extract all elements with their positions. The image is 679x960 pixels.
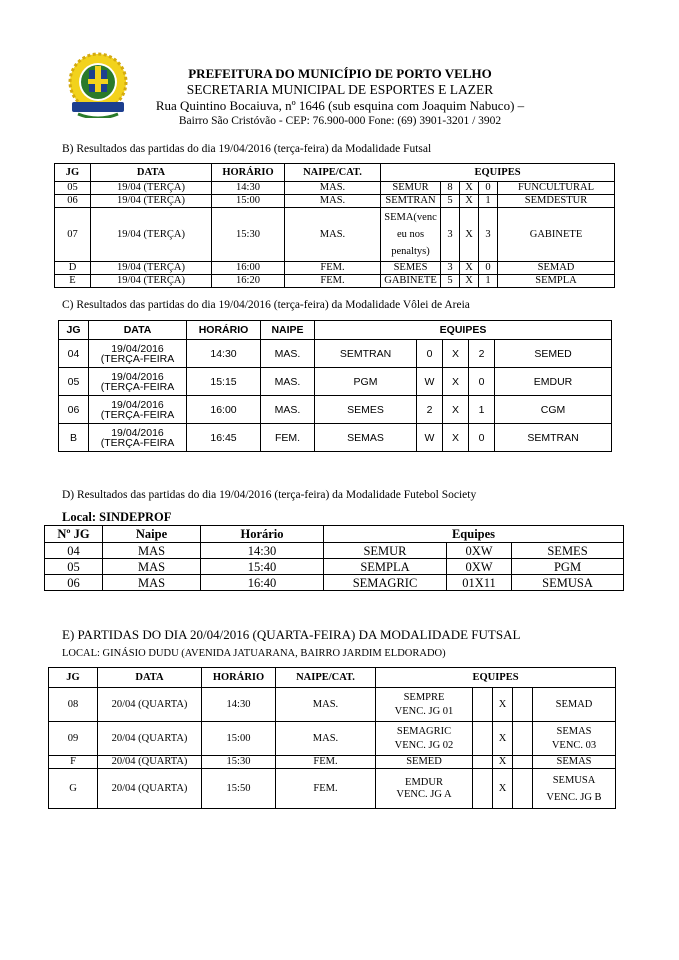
- cell-naipe: FEM.: [285, 275, 381, 288]
- cell-jg: D: [55, 262, 91, 275]
- cell-naipe: MAS: [103, 559, 201, 575]
- table-row: [59, 424, 612, 452]
- cell-versus: X: [443, 340, 469, 368]
- cell-team-away: GABINETE: [498, 208, 615, 262]
- col-header-horario: HORÁRIO: [202, 668, 276, 688]
- cell-naipe: MAS.: [285, 182, 381, 195]
- cell-data: 20/04 (QUARTA): [98, 756, 202, 769]
- cell-data: 20/04 (QUARTA): [98, 688, 202, 722]
- cell-data: 19/04 (TERÇA): [91, 182, 212, 195]
- section-c-title: C) Resultados das partidas do dia 19/04/2016 (terça-feira) da Modalidade Vôlei de Areia: [62, 299, 470, 311]
- cell-score-home: [473, 688, 493, 722]
- cell-team-home: SEMPLA: [324, 559, 447, 575]
- cell-versus: X: [443, 396, 469, 424]
- cell-naipe: MAS.: [285, 208, 381, 262]
- cell-horario: 14:30: [201, 543, 324, 559]
- cell-team-home: SEMTRAN: [315, 340, 417, 368]
- table-row: [45, 559, 624, 575]
- col-header-data: DATA: [89, 321, 187, 340]
- cell-data: 20/04 (QUARTA): [98, 769, 202, 809]
- table-row: [55, 275, 615, 288]
- cell-naipe: MAS.: [276, 722, 376, 756]
- cell-jg: 09: [49, 722, 98, 756]
- cell-versus: X: [460, 182, 479, 195]
- col-header-naipe: Naipe: [103, 526, 201, 543]
- cell-team-home: SEMED: [376, 756, 473, 769]
- cell-horario: 15:30: [202, 756, 276, 769]
- cell-score-away: 1: [479, 275, 498, 288]
- cell-score-away: [513, 756, 533, 769]
- cell-naipe: FEM.: [285, 262, 381, 275]
- cell-versus: X: [460, 195, 479, 208]
- cell-team-home: [381, 208, 441, 262]
- table-row: [49, 688, 616, 722]
- cell-team-away: SEMED: [495, 340, 612, 368]
- cell-versus: X: [493, 722, 513, 756]
- cell-team-away: SEMDESTUR: [498, 195, 615, 208]
- cell-naipe: MAS: [103, 543, 201, 559]
- team-line: SEMAGRIC: [396, 725, 452, 737]
- cell-naipe: FEM.: [276, 769, 376, 809]
- cell-data: 19/04 (TERÇA): [91, 262, 212, 275]
- date-line: 19/04/2016: [111, 398, 164, 411]
- section-d-title: D) Resultados das partidas do dia 19/04/2016 (terça-feira) da Modalidade Futebol Society: [62, 489, 477, 501]
- cell-naipe: FEM.: [276, 756, 376, 769]
- cell-team-away: PGM: [512, 559, 624, 575]
- cell-jg: 04: [59, 340, 89, 368]
- col-header-data: DATA: [98, 668, 202, 688]
- col-header-equipes: EQUIPES: [315, 321, 612, 340]
- cell-horario: 15:00: [212, 195, 285, 208]
- cell-team-away: SEMAD: [533, 688, 616, 722]
- cell-team-away: SEMUSA: [512, 575, 624, 591]
- cell-score-away: [513, 769, 533, 809]
- logo-banner: [72, 102, 124, 112]
- cell-score-away: 3: [479, 208, 498, 262]
- table-row: [45, 575, 624, 591]
- section-d-local: Local: SINDEPROF: [62, 510, 172, 524]
- col-header-naipe: NAIPE/CAT.: [276, 668, 376, 688]
- team-line: VENC. JG 02: [394, 739, 454, 751]
- table-header-row: [45, 526, 624, 543]
- weekday-line: (TERÇA-FEIRA: [100, 436, 175, 449]
- col-header-jg: JG: [49, 668, 98, 688]
- header-contact: Bairro São Cristóvão - CEP: 76.900-000 Fone: (69) 3901-3201 / 3902: [178, 115, 502, 127]
- cell-naipe: MAS.: [285, 195, 381, 208]
- cell-horario: 16:00: [212, 262, 285, 275]
- date-line: 19/04/2016: [111, 426, 164, 439]
- cell-team-away: SEMTRAN: [495, 424, 612, 452]
- cell-data: [89, 396, 187, 424]
- municipality-logo: [64, 52, 132, 118]
- cell-team-away: SEMAD: [498, 262, 615, 275]
- table-row: [55, 262, 615, 275]
- cell-naipe: MAS.: [261, 396, 315, 424]
- cell-team-home: SEMTRAN: [381, 195, 441, 208]
- col-header-horario: Horário: [201, 526, 324, 543]
- cell-team-home: PGM: [315, 368, 417, 396]
- cell-jg: 08: [49, 688, 98, 722]
- team-line: penaltys): [391, 246, 430, 257]
- cell-score-home: 3: [441, 262, 460, 275]
- cell-score: 0XW: [447, 559, 512, 575]
- team-line: EMDUR: [405, 776, 443, 788]
- cell-horario: 15:40: [201, 559, 324, 575]
- cell-team-home: [376, 769, 473, 809]
- table-row: [45, 543, 624, 559]
- team-line: VENC. 03: [551, 739, 597, 751]
- cell-horario: 14:30: [212, 182, 285, 195]
- cell-jg: 05: [59, 368, 89, 396]
- team-line: VENC. JG A: [396, 788, 452, 800]
- col-header-naipe: NAIPE/CAT.: [285, 164, 381, 182]
- table-header-row: [49, 668, 616, 688]
- cell-versus: X: [460, 208, 479, 262]
- cell-team-home: SEMES: [381, 262, 441, 275]
- team-line: SEMUSA: [552, 774, 596, 786]
- col-header-jg: Nº JG: [45, 526, 103, 543]
- futsal-results-table: [54, 163, 615, 288]
- cell-jg: E: [55, 275, 91, 288]
- table-row: [49, 769, 616, 809]
- cell-score-away: [513, 722, 533, 756]
- cell-team-away: EMDUR: [495, 368, 612, 396]
- cell-data: [89, 340, 187, 368]
- cell-team-home: SEMUR: [381, 182, 441, 195]
- cell-versus: X: [493, 769, 513, 809]
- cell-team-home: SEMUR: [324, 543, 447, 559]
- cell-score-home: 5: [441, 195, 460, 208]
- cell-score-away: 0: [469, 424, 495, 452]
- col-header-naipe: NAIPE: [261, 321, 315, 340]
- volleyball-results-table: [58, 320, 612, 452]
- cell-versus: X: [493, 756, 513, 769]
- cell-jg: F: [49, 756, 98, 769]
- cell-horario: 16:40: [201, 575, 324, 591]
- cell-data: 20/04 (QUARTA): [98, 722, 202, 756]
- cell-jg: 06: [45, 575, 103, 591]
- cell-score-home: 8: [441, 182, 460, 195]
- table-row: [59, 340, 612, 368]
- team-line: VENC. JG 01: [394, 705, 454, 717]
- cell-team-home: SEMAGRIC: [324, 575, 447, 591]
- weekday-line: (TERÇA-FEIRA: [100, 380, 175, 393]
- cell-naipe: MAS.: [276, 688, 376, 722]
- cell-horario: 15:50: [202, 769, 276, 809]
- cell-horario: 14:30: [202, 688, 276, 722]
- cell-data: 19/04 (TERÇA): [91, 195, 212, 208]
- col-header-horario: HORÁRIO: [212, 164, 285, 182]
- cell-naipe: MAS.: [261, 368, 315, 396]
- cell-score-away: 1: [469, 396, 495, 424]
- cell-jg: 06: [59, 396, 89, 424]
- cell-score-away: 0: [479, 182, 498, 195]
- cell-score-home: [473, 756, 493, 769]
- team-line: VENC. JG B: [546, 791, 602, 803]
- table-row: [59, 368, 612, 396]
- team-line: SEMAS: [556, 725, 592, 737]
- col-header-data: DATA: [91, 164, 212, 182]
- cell-jg: 04: [45, 543, 103, 559]
- table-header-row: [59, 321, 612, 340]
- cell-score-home: 2: [417, 396, 443, 424]
- team-line: SEMPRE: [403, 691, 445, 703]
- col-header-equipes: EQUIPES: [376, 668, 616, 688]
- cell-horario: 16:45: [187, 424, 261, 452]
- section-e-title: E) PARTIDAS DO DIA 20/04/2016 (QUARTA-FEIRA) DA MODALIDADE FUTSAL: [62, 627, 521, 642]
- cell-versus: X: [460, 262, 479, 275]
- cell-score-away: 1: [479, 195, 498, 208]
- section-b-title: B) Resultados das partidas do dia 19/04/2016 (terça-feira) da Modalidade Futsal: [62, 143, 432, 155]
- table-row: [55, 182, 615, 195]
- cell-data: [89, 368, 187, 396]
- header-municipality: PREFEITURA DO MUNICÍPIO DE PORTO VELHO: [188, 66, 492, 81]
- cell-score-away: 2: [469, 340, 495, 368]
- cell-score: 01X11: [447, 575, 512, 591]
- cell-score-home: [473, 722, 493, 756]
- cell-team-home: [376, 722, 473, 756]
- table-row: [49, 722, 616, 756]
- col-header-horario: HORÁRIO: [187, 321, 261, 340]
- cell-team-home: [376, 688, 473, 722]
- cell-versus: X: [460, 275, 479, 288]
- cell-team-away: [533, 769, 616, 809]
- cell-horario: 16:20: [212, 275, 285, 288]
- cell-score-home: 3: [441, 208, 460, 262]
- cell-jg: 05: [55, 182, 91, 195]
- logo-sunburst: [70, 54, 126, 110]
- cell-versus: X: [443, 424, 469, 452]
- cell-team-away: SEMPLA: [498, 275, 615, 288]
- table-header-row: [55, 164, 615, 182]
- header-secretariat: SECRETARIA MUNICIPAL DE ESPORTES E LAZER: [186, 82, 494, 97]
- cell-score: 0XW: [447, 543, 512, 559]
- cell-jg: G: [49, 769, 98, 809]
- cell-jg: 06: [55, 195, 91, 208]
- cell-horario: 15:15: [187, 368, 261, 396]
- cell-naipe: FEM.: [261, 424, 315, 452]
- cell-score-away: [513, 688, 533, 722]
- cell-team-away: CGM: [495, 396, 612, 424]
- col-header-jg: JG: [59, 321, 89, 340]
- date-line: 19/04/2016: [111, 370, 164, 383]
- cell-naipe: MAS.: [261, 340, 315, 368]
- table-row: [55, 195, 615, 208]
- table-row: [49, 756, 616, 769]
- cell-team-home: SEMAS: [315, 424, 417, 452]
- cell-score-away: 0: [469, 368, 495, 396]
- cell-score-home: W: [417, 368, 443, 396]
- cell-jg: B: [59, 424, 89, 452]
- team-line: SEMA(venc: [384, 212, 437, 223]
- cell-data: 19/04 (TERÇA): [91, 208, 212, 262]
- cell-jg: 05: [45, 559, 103, 575]
- cell-team-away: FUNCULTURAL: [498, 182, 615, 195]
- cell-score-home: 0: [417, 340, 443, 368]
- cell-horario: 16:00: [187, 396, 261, 424]
- table-row: [55, 208, 615, 262]
- cell-horario: 15:30: [212, 208, 285, 262]
- weekday-line: (TERÇA-FEIRA: [100, 352, 175, 365]
- cell-versus: X: [493, 688, 513, 722]
- col-header-equipes: EQUIPES: [381, 164, 615, 182]
- cell-team-home: SEMES: [315, 396, 417, 424]
- date-line: 19/04/2016: [111, 342, 164, 355]
- cell-score-home: 5: [441, 275, 460, 288]
- cell-horario: 14:30: [187, 340, 261, 368]
- header-address: Rua Quintino Bocaiuva, nº 1646 (sub esquina com Joaquim Nabuco) –: [155, 98, 525, 113]
- col-header-equipes: Equipes: [324, 526, 624, 543]
- cell-score-away: 0: [479, 262, 498, 275]
- cell-data: 19/04 (TERÇA): [91, 275, 212, 288]
- cell-naipe: MAS: [103, 575, 201, 591]
- cell-score-home: [473, 769, 493, 809]
- cell-jg: 07: [55, 208, 91, 262]
- cell-versus: X: [443, 368, 469, 396]
- cell-team-away: SEMAS: [533, 756, 616, 769]
- cell-horario: 15:00: [202, 722, 276, 756]
- cell-score-home: W: [417, 424, 443, 452]
- cell-data: [89, 424, 187, 452]
- cell-team-home: GABINETE: [381, 275, 441, 288]
- team-line: eu nos: [396, 229, 425, 240]
- upcoming-futsal-table: [48, 667, 616, 809]
- section-e-local: LOCAL: GINÁSIO DUDU (AVENIDA JATUARANA, BAIRRO JARDIM ELDORADO): [62, 648, 446, 659]
- col-header-jg: JG: [55, 164, 91, 182]
- cell-team-away: [533, 722, 616, 756]
- society-results-table: [44, 525, 624, 591]
- weekday-line: (TERÇA-FEIRA: [100, 408, 175, 421]
- cell-team-away: SEMES: [512, 543, 624, 559]
- table-row: [59, 396, 612, 424]
